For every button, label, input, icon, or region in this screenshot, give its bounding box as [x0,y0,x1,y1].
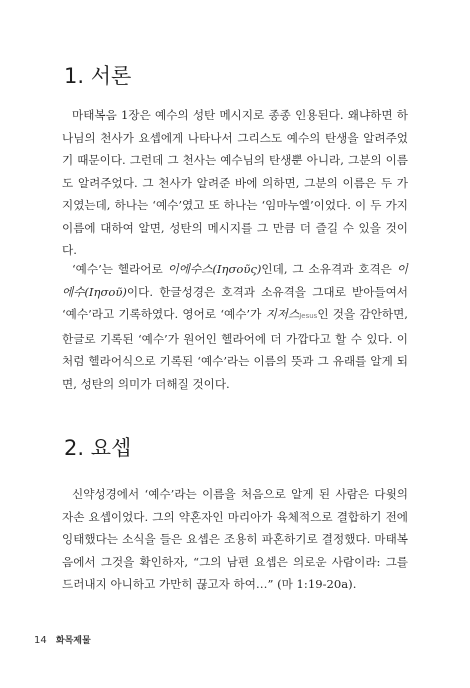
book-title: 화목제물 [55,636,91,646]
english-term: 지저스 [265,307,300,321]
text-run: 인 것을 감안하면, 한글로 기록된 ‘예수’가 원어인 헬라어에 더 가깝다고 할 수 있다. 이처럼 헬라어식으로 기록된 ‘예수’라는 이름의 뜻과 그 유래를 알게 되면, 성탄의 의미가 더해질 것이다. [62,307,408,391]
page-footer [34,633,91,646]
paragraph-introduction-2 [62,258,408,395]
paragraph-joseph-1: 신약성경에서 ‘예수’라는 이름을 처음으로 알게 된 사람은 다윗의 자손 요셉이었다. 그의 약혼자인 마리아가 육체적으로 결합하기 전에 잉태했다는 소식을 들은 요셉은 조용히 파혼하기로 결정했다. 마태복음에서 그것을 확인하자, “그의 남편 요셉은 의로운 사람이라: 그를 드러내지 아니하고 가만히 끊고자 하여…” (마 1:19-20a). [62,487,408,591]
text-run: 인데, 그 소유격과 호격은 [261,262,397,276]
text-run: ‘예수’는 헬라어로 [72,262,168,276]
greek-term-nominative: 이에수스(Iησοῦς) [167,262,262,276]
paragraph-introduction-1: 마태복음 1장은 예수의 성탄 메시지로 종종 인용된다. 왜냐하면 하나님의 천사가 요셉에게 나타나서 그리스도 예수의 탄생을 알려주었기 때문이다. 그런데 그 천사는 예수님의 탄생뿐 아니라, 그분의 이름도 알려주었다. 그 천사가 알려준 바에 의하면, 그분의 이름은 두 가지였는데, 하나는 ‘예수’였고 또 하나는 ‘임마누엘’이었다. 이 두 가지 이름에 대하여 알면, 성탄의 메시지를 그 만큼 더 즐길 수 있을 것이다. [62,108,408,257]
greek-term-genitive: 이에수(Iησοῦ) [62,262,408,299]
section-heading-joseph: 2. 요셉 [64,436,132,460]
english-annotation: Jesus [299,312,318,320]
text-run: 이다. 한글성경은 호격과 소유격을 그대로 받아들여서 ‘예수’라고 기록하였다. 영어로 ‘예수’가 [62,284,408,321]
section-heading-introduction: 1. 서론 [64,64,132,88]
page-number: 14 [34,635,47,646]
